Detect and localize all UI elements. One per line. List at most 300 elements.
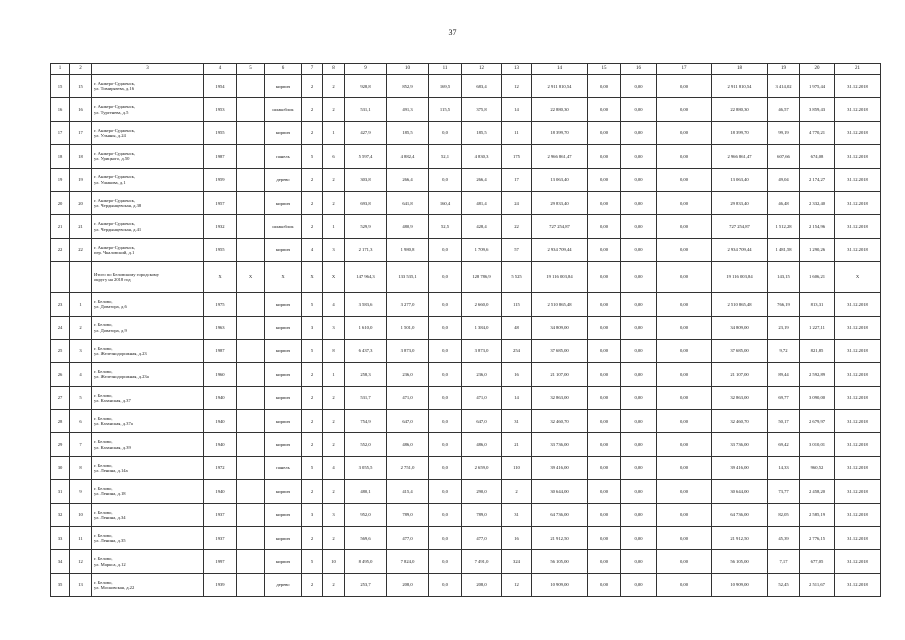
address-line: ул. Урицкого, д.50 <box>94 156 130 162</box>
cell-c12: 789,0 <box>462 503 502 526</box>
cell-c13: 14 <box>502 98 532 121</box>
cell-c18: 33 736,00 <box>712 433 768 456</box>
cell-c18: 39 416,00 <box>712 456 768 479</box>
cell-c20: 813,31 <box>800 293 835 316</box>
cell-c15: 0,00 <box>588 145 621 168</box>
cell-fl: 5 <box>302 293 323 316</box>
cell-year: 1963 <box>204 316 237 339</box>
cell-ent: 2 <box>323 480 345 503</box>
table-row <box>51 316 881 339</box>
cell-c14: 32 863,00 <box>532 386 588 409</box>
cell-n: 25 <box>51 339 70 362</box>
total-c15: 0,00 <box>588 262 621 293</box>
cell-c21: 31.12.2018 <box>835 215 881 238</box>
cell-c14: 37 685,00 <box>532 339 588 362</box>
address-line: г. Белово, <box>94 415 113 421</box>
cell-mat: кирпич <box>265 316 302 339</box>
total-row <box>51 262 881 293</box>
cell-c17: 0,00 <box>657 527 712 550</box>
cell-c17: 0,00 <box>657 503 712 526</box>
cell-c16: 0,00 <box>621 316 657 339</box>
cell-c21: 31.12.2018 <box>835 293 881 316</box>
cell-c10: 266,4 <box>387 168 429 191</box>
cell-c10: 236,0 <box>387 363 429 386</box>
cell-mat: кирпич <box>265 363 302 386</box>
column-number-8: 8 <box>323 64 345 75</box>
address-line: ул. Железнодорожная, д.23а <box>94 374 149 380</box>
address-line: г. Белово, <box>94 369 113 375</box>
cell-c9: 303,8 <box>345 168 387 191</box>
cell-c15: 0,00 <box>588 191 621 214</box>
cell-c13: 254 <box>502 339 532 362</box>
cell-c13: 12 <box>502 573 532 596</box>
table-row <box>51 168 881 191</box>
total-c18: 19 116 003,84 <box>712 262 768 293</box>
cell-n: 17 <box>51 121 70 144</box>
address-line: ул. Ленина, д.34 <box>94 514 126 520</box>
table-row <box>51 433 881 456</box>
address-line: г. Белово, <box>94 579 113 585</box>
cell-c12: 647,0 <box>462 410 502 433</box>
cell-c16: 0,00 <box>621 573 657 596</box>
column-number-9: 9 <box>345 64 387 75</box>
cell-year: 1960 <box>204 363 237 386</box>
cell-c9: 480,1 <box>345 480 387 503</box>
column-number-17: 17 <box>657 64 712 75</box>
cell-c17: 0,00 <box>657 293 712 316</box>
cell-mat: кирпич <box>265 75 302 98</box>
cell-c14: 21 107,00 <box>532 363 588 386</box>
table-row <box>51 573 881 596</box>
total-c8: X <box>323 262 345 293</box>
cell-c18: 2 911 810,54 <box>712 75 768 98</box>
address-line: ул. Казанская, д.37 <box>94 397 131 403</box>
cell-k: 21 <box>70 215 92 238</box>
cell-c16: 0,00 <box>621 145 657 168</box>
cell-c9: 529,9 <box>345 215 387 238</box>
cell-c5 <box>237 433 265 456</box>
cell-c10: 641,8 <box>387 191 429 214</box>
cell-c5 <box>237 527 265 550</box>
cell-ent: 2 <box>323 573 345 596</box>
cell-c12: 1 709,6 <box>462 238 502 261</box>
address-line: ул. Чердынцевская, д.41 <box>94 226 142 232</box>
cell-c20: 1 975,44 <box>800 75 835 98</box>
cell-c20: 3 010,01 <box>800 433 835 456</box>
cell-fl: 2 <box>302 191 323 214</box>
cell-c17: 0,00 <box>657 363 712 386</box>
cell-c11: 169,5 <box>429 75 462 98</box>
cell-year: 1997 <box>204 550 237 573</box>
cell-c16: 0,00 <box>621 168 657 191</box>
cell-c20: 2 458,20 <box>800 480 835 503</box>
cell-c17: 0,00 <box>657 121 712 144</box>
cell-c21: 31.12.2018 <box>835 238 881 261</box>
cell-c19: 89,44 <box>768 363 800 386</box>
cell-c16: 0,00 <box>621 293 657 316</box>
cell-c11: 0,0 <box>429 316 462 339</box>
cell-c13: 11 <box>502 121 532 144</box>
address-line: г. Белово, <box>94 392 113 398</box>
table-row <box>51 145 881 168</box>
cell-n: 35 <box>51 573 70 596</box>
cell-mat: панель <box>265 145 302 168</box>
cell-c17: 0,00 <box>657 98 712 121</box>
column-number-13: 13 <box>502 64 532 75</box>
cell-c21: 31.12.2018 <box>835 168 881 191</box>
cell-fl: 2 <box>302 386 323 409</box>
cell-c13: 175 <box>502 145 532 168</box>
cell-k: 13 <box>70 573 92 596</box>
cell-mat: кирпич <box>265 433 302 456</box>
address-cell <box>92 121 204 144</box>
cell-c16: 0,00 <box>621 363 657 386</box>
cell-k: 4 <box>70 363 92 386</box>
column-number-12: 12 <box>462 64 502 75</box>
cell-c18: 2 966 861,47 <box>712 145 768 168</box>
cell-c9: 531,7 <box>345 386 387 409</box>
address-line: г. Белово, <box>94 509 113 515</box>
cell-n: 27 <box>51 386 70 409</box>
cell-c12: 471,0 <box>462 386 502 409</box>
total-c9: 147 964,3 <box>345 262 387 293</box>
cell-n: 16 <box>51 98 70 121</box>
cell-c9: 531,1 <box>345 98 387 121</box>
address-line: г. Анжеро-Судженск, <box>94 197 136 203</box>
cell-c11: 0,0 <box>429 363 462 386</box>
cell-c15: 0,00 <box>588 503 621 526</box>
cell-c11: 0,0 <box>429 121 462 144</box>
address-cell <box>92 410 204 433</box>
cell-mat: шлакоблок <box>265 98 302 121</box>
cell-c14: 39 416,00 <box>532 456 588 479</box>
cell-c18: 56 105,00 <box>712 550 768 573</box>
cell-year: 1972 <box>204 456 237 479</box>
cell-n: 20 <box>51 191 70 214</box>
cell-c5 <box>237 363 265 386</box>
cell-c15: 0,00 <box>588 433 621 456</box>
cell-c10: 4 882,4 <box>387 145 429 168</box>
address-line: г. Белово, <box>94 345 113 351</box>
cell-c20: 677,05 <box>800 550 835 573</box>
cell-c20: 821,85 <box>800 339 835 362</box>
column-number-1: 1 <box>51 64 70 75</box>
total-c6: X <box>265 262 302 293</box>
cell-ent: 6 <box>323 145 345 168</box>
total-c12: 128 786,9 <box>462 262 502 293</box>
cell-c9: 754,9 <box>345 410 387 433</box>
cell-fl: 2 <box>302 410 323 433</box>
cell-c15: 0,00 <box>588 386 621 409</box>
cell-c16: 0,00 <box>621 386 657 409</box>
total-label-line: округу на 2018 год <box>94 277 131 283</box>
cell-c19: 45,39 <box>768 527 800 550</box>
cell-c13: 24 <box>502 191 532 214</box>
cell-c9: 258,3 <box>345 363 387 386</box>
cell-fl: 2 <box>302 215 323 238</box>
cell-c14: 33 736,00 <box>532 433 588 456</box>
address-cell <box>92 98 204 121</box>
cell-c11: 0,0 <box>429 480 462 503</box>
cell-n: 23 <box>51 293 70 316</box>
address-line: ул. Тимирязева, д.16 <box>94 86 134 92</box>
cell-c10: 491,3 <box>387 98 429 121</box>
cell-k: 15 <box>70 75 92 98</box>
table-row <box>51 339 881 362</box>
cell-c17: 0,00 <box>657 550 712 573</box>
column-number-3: 3 <box>92 64 204 75</box>
cell-c17: 0,00 <box>657 480 712 503</box>
cell-c18: 10 909,00 <box>712 573 768 596</box>
cell-c13: 21 <box>502 433 532 456</box>
cell-c17: 0,00 <box>657 339 712 362</box>
cell-c12: 2 660,0 <box>462 293 502 316</box>
cell-c17: 0,00 <box>657 168 712 191</box>
cell-c20: 4 770,21 <box>800 121 835 144</box>
cell-c15: 0,00 <box>588 98 621 121</box>
cell-c19: 23,19 <box>768 316 800 339</box>
address-cell <box>92 316 204 339</box>
cell-c15: 0,00 <box>588 238 621 261</box>
cell-c9: 928,8 <box>345 75 387 98</box>
cell-c14: 13 063,40 <box>532 168 588 191</box>
cell-c18: 22 880,30 <box>712 98 768 121</box>
cell-ent: 10 <box>323 550 345 573</box>
housing-register-table <box>50 63 881 597</box>
cell-mat: кирпич <box>265 238 302 261</box>
cell-c20: 1 290,26 <box>800 238 835 261</box>
cell-c9: 2 171,3 <box>345 238 387 261</box>
address-line: ул. Чердынцевская, д.38 <box>94 203 142 209</box>
cell-c5 <box>237 168 265 191</box>
cell-year: 1953 <box>204 98 237 121</box>
cell-c12: 290,0 <box>462 480 502 503</box>
cell-c12: 1 384,0 <box>462 316 502 339</box>
address-line: г. Анжеро-Судженск, <box>94 244 136 250</box>
cell-c13: 48 <box>502 316 532 339</box>
cell-c13: 115 <box>502 293 532 316</box>
cell-c18: 32 863,00 <box>712 386 768 409</box>
cell-c5 <box>237 121 265 144</box>
address-cell <box>92 191 204 214</box>
cell-c13: 17 <box>502 168 532 191</box>
cell-c11: 0,0 <box>429 456 462 479</box>
cell-c21: 31.12.2018 <box>835 433 881 456</box>
cell-c17: 0,00 <box>657 316 712 339</box>
address-line: г. Белово, <box>94 322 113 328</box>
cell-c20: 2 332,40 <box>800 191 835 214</box>
cell-c16: 0,00 <box>621 98 657 121</box>
cell-c9: 427,9 <box>345 121 387 144</box>
cell-c21: 31.12.2018 <box>835 121 881 144</box>
cell-year: 1987 <box>204 339 237 362</box>
cell-fl: 2 <box>302 527 323 550</box>
cell-c13: 324 <box>502 550 532 573</box>
cell-c13: 16 <box>502 363 532 386</box>
cell-c11: 0,0 <box>429 503 462 526</box>
cell-c20: 2 511,67 <box>800 573 835 596</box>
cell-c10: 7 824,0 <box>387 550 429 573</box>
address-line: ул. Доватора, д.9 <box>94 327 127 333</box>
cell-year: 1940 <box>204 386 237 409</box>
cell-c10: 185,5 <box>387 121 429 144</box>
column-number-16: 16 <box>621 64 657 75</box>
cell-c12: 2 659,0 <box>462 456 502 479</box>
cell-c10: 415,4 <box>387 480 429 503</box>
cell-c18: 37 685,00 <box>712 339 768 362</box>
cell-c20: 2 174,27 <box>800 168 835 191</box>
cell-c21: 31.12.2018 <box>835 316 881 339</box>
cell-c13: 22 <box>502 215 532 238</box>
cell-c19: 14,33 <box>768 456 800 479</box>
cell-c14: 727 254,87 <box>532 215 588 238</box>
cell-n: 34 <box>51 550 70 573</box>
column-number-2: 2 <box>70 64 92 75</box>
cell-c14: 64 736,00 <box>532 503 588 526</box>
address-cell <box>92 363 204 386</box>
cell-fl: 2 <box>302 363 323 386</box>
cell-fl: 2 <box>302 573 323 596</box>
table-row <box>51 293 881 316</box>
cell-k: 3 <box>70 339 92 362</box>
cell-c9: 552,0 <box>345 433 387 456</box>
cell-mat: кирпич <box>265 410 302 433</box>
cell-c18: 727 254,87 <box>712 215 768 238</box>
cell-c11: 0,0 <box>429 550 462 573</box>
cell-k: 2 <box>70 316 92 339</box>
cell-c14: 34 809,00 <box>532 316 588 339</box>
cell-c10: 2 751,0 <box>387 456 429 479</box>
cell-c12: 486,0 <box>462 433 502 456</box>
address-line: ул. Ленина, д.14а <box>94 468 128 474</box>
cell-c17: 0,00 <box>657 573 712 596</box>
cell-c10: 3 873,0 <box>387 339 429 362</box>
cell-c20: 3 090,00 <box>800 386 835 409</box>
cell-c17: 0,00 <box>657 386 712 409</box>
column-number-18: 18 <box>712 64 768 75</box>
cell-c14: 2 966 861,47 <box>532 145 588 168</box>
cell-c19: 82,05 <box>768 503 800 526</box>
cell-c13: 31 <box>502 410 532 433</box>
cell-c13: 16 <box>502 527 532 550</box>
cell-c15: 0,00 <box>588 573 621 596</box>
cell-c10: 477,0 <box>387 527 429 550</box>
cell-n: 15 <box>51 75 70 98</box>
cell-year: 1937 <box>204 527 237 550</box>
cell-k: 19 <box>70 168 92 191</box>
cell-c9: 569,6 <box>345 527 387 550</box>
total-c14: 19 116 003,84 <box>532 262 588 293</box>
cell-mat: кирпич <box>265 550 302 573</box>
cell-c21: 31.12.2018 <box>835 145 881 168</box>
column-number-row <box>51 64 881 75</box>
cell-c15: 0,00 <box>588 293 621 316</box>
cell-mat: шлакоблок <box>265 215 302 238</box>
address-line: ул. Тургенева, д.5 <box>94 109 129 115</box>
cell-n: 26 <box>51 363 70 386</box>
cell-c19: 9,72 <box>768 339 800 362</box>
cell-fl: 2 <box>302 75 323 98</box>
cell-c17: 0,00 <box>657 191 712 214</box>
address-cell <box>92 386 204 409</box>
cell-c5 <box>237 215 265 238</box>
cell-c13: 31 <box>502 503 532 526</box>
cell-c14: 2 510 865,48 <box>532 293 588 316</box>
address-line: г. Белово, <box>94 439 113 445</box>
cell-fl: 2 <box>302 98 323 121</box>
cell-c21: 31.12.2018 <box>835 527 881 550</box>
cell-c10: 1 980,8 <box>387 238 429 261</box>
address-line: г. Анжеро-Судженск, <box>94 104 136 110</box>
cell-c14: 56 105,00 <box>532 550 588 573</box>
address-line: ул. Ленина, д.18 <box>94 491 126 497</box>
address-line: ул. Доватора, д.6 <box>94 304 127 310</box>
cell-mat: кирпич <box>265 191 302 214</box>
cell-c20: 2 592,89 <box>800 363 835 386</box>
cell-n: 19 <box>51 168 70 191</box>
cell-c21: 31.12.2018 <box>835 456 881 479</box>
total-c4: X <box>204 262 237 293</box>
cell-c16: 0,00 <box>621 410 657 433</box>
cell-c12: 185,5 <box>462 121 502 144</box>
cell-ent: 4 <box>323 456 345 479</box>
cell-year: 1937 <box>204 503 237 526</box>
cell-c19: 52,45 <box>768 573 800 596</box>
cell-c9: 3 055,5 <box>345 456 387 479</box>
cell-k: 6 <box>70 410 92 433</box>
cell-year: 1957 <box>204 191 237 214</box>
cell-k: 22 <box>70 238 92 261</box>
cell-c18: 21 107,00 <box>712 363 768 386</box>
address-line: г. Белово, <box>94 556 113 562</box>
table-row <box>51 363 881 386</box>
cell-c18: 21 912,50 <box>712 527 768 550</box>
cell-mat: кирпич <box>265 386 302 409</box>
cell-c17: 0,00 <box>657 75 712 98</box>
cell-c15: 0,00 <box>588 363 621 386</box>
total-c7: X <box>302 262 323 293</box>
total-label-line: Итого по Беловскому городскому <box>94 271 160 277</box>
cell-mat: кирпич <box>265 339 302 362</box>
address-cell <box>92 550 204 573</box>
cell-c15: 0,00 <box>588 215 621 238</box>
cell-c9: 253,7 <box>345 573 387 596</box>
address-line: ул. Ушакова, д.1 <box>94 179 126 185</box>
cell-ent: 1 <box>323 363 345 386</box>
cell-k: 12 <box>70 550 92 573</box>
cell-c5 <box>237 480 265 503</box>
cell-c5 <box>237 503 265 526</box>
cell-n: 30 <box>51 456 70 479</box>
cell-ent: 3 <box>323 238 345 261</box>
cell-ent: 3 <box>323 316 345 339</box>
cell-c9: 3 583,6 <box>345 293 387 316</box>
column-number-14: 14 <box>532 64 588 75</box>
cell-fl: 5 <box>302 339 323 362</box>
cell-n: 28 <box>51 410 70 433</box>
cell-n <box>51 262 70 293</box>
cell-c16: 0,00 <box>621 238 657 261</box>
cell-ent: 2 <box>323 433 345 456</box>
cell-c10: 480,9 <box>387 215 429 238</box>
cell-n: 24 <box>51 316 70 339</box>
cell-c12: 3 873,0 <box>462 339 502 362</box>
cell-c16: 0,00 <box>621 527 657 550</box>
table-row <box>51 550 881 573</box>
cell-k: 18 <box>70 145 92 168</box>
column-number-5: 5 <box>237 64 265 75</box>
cell-c9: 952,0 <box>345 503 387 526</box>
